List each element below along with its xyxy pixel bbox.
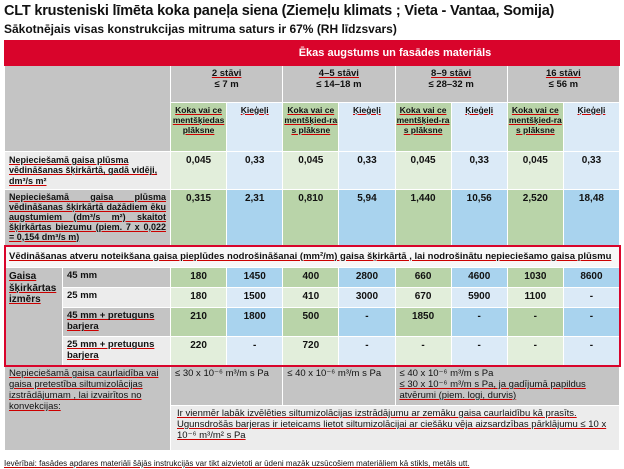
value-cell: 5,94 xyxy=(339,190,395,246)
value-cell: 0,33 xyxy=(339,152,395,190)
value-cell: 0,045 xyxy=(395,152,451,190)
permeability-value: ≤ 40 x 10⁻⁶ m³/m s Pa ≤ 30 x 10⁻⁶ m³/m s Pa, ja gadījumā papildus atvērumi (piem. logi, durvis) xyxy=(395,366,620,406)
value-cell: 670 xyxy=(395,288,451,308)
height-header: 4–5 stāvi ≤ 14–18 m xyxy=(283,66,395,103)
permeability-note: Ir vienmēr labāk izvēlēties siltumizolācijas izstrādājumu ar zemāku gaisa caurlaidību kā prasīts. Ugunsdrošās barjeras ir ieteicams lietot siltumizolācijai ar ciešāku vēja aizsardzības pārklājumu ≤ 10 x 10⁻⁶ m³/m² s Pa xyxy=(171,405,620,450)
height-header: 2 stāvi ≤ 7 m xyxy=(171,66,283,103)
value-cell: 1500 xyxy=(227,288,283,308)
value-cell: 410 xyxy=(283,288,339,308)
value-cell: - xyxy=(339,337,395,366)
value-cell: 180 xyxy=(171,288,227,308)
material-header: Koka vai cementšķied-ras plāksne xyxy=(507,103,563,152)
value-cell: 180 xyxy=(171,268,227,288)
value-cell: 0,045 xyxy=(283,152,339,190)
value-cell: 2,520 xyxy=(507,190,563,246)
value-cell: 1450 xyxy=(227,268,283,288)
row-label: 45 mm xyxy=(63,268,171,288)
value-cell: - xyxy=(339,308,395,337)
row-label: 45 mm + pretuguns barjera xyxy=(63,308,171,337)
permeability-label: Nepieciešamā gaisa caurlaidība vai gaisa pretestība siltumizolācijas izstrādājumam , lai izvairītos no konvekcijas: xyxy=(5,366,171,451)
material-header: Ķieģeļi xyxy=(227,103,283,152)
ventilation-table xyxy=(4,40,620,451)
content xyxy=(4,40,620,469)
value-cell: 1850 xyxy=(395,308,451,337)
permeability-value: ≤ 40 x 10⁻⁶ m³/m s Pa xyxy=(283,366,395,406)
height-header: 16 stāvi ≤ 56 m xyxy=(507,66,619,103)
row-label: Nepieciešamā gaisa plūsma vēdināšanas šķirkārtā, gadā vidēji, dm³/s m² xyxy=(5,152,171,190)
value-cell: - xyxy=(227,337,283,366)
value-cell: 660 xyxy=(395,268,451,288)
value-cell: 210 xyxy=(171,308,227,337)
value-cell: 720 xyxy=(283,337,339,366)
value-cell: 2800 xyxy=(339,268,395,288)
value-cell: 18,48 xyxy=(563,190,619,246)
value-cell: 1030 xyxy=(507,268,563,288)
value-cell: 0,045 xyxy=(171,152,227,190)
value-cell: 4600 xyxy=(451,268,507,288)
material-header: Ķieģeļi xyxy=(339,103,395,152)
value-cell: 0,33 xyxy=(563,152,619,190)
row-label: Nepieciešamā gaisa plūsma vēdināšanas šķirkārtā dažādiem ēku augstumiem (dm³/s m²) skaitot šķirkārtas biezumu (piem. 7 x 0,022 = 0,154 dm³/s m) xyxy=(5,190,171,246)
value-cell: 0,810 xyxy=(283,190,339,246)
value-cell: 2,31 xyxy=(227,190,283,246)
value-cell: 1100 xyxy=(507,288,563,308)
row-label: 25 mm xyxy=(63,288,171,308)
value-cell: - xyxy=(563,288,619,308)
value-cell: - xyxy=(451,308,507,337)
value-cell: 1,440 xyxy=(395,190,451,246)
openings-banner: Vēdināšanas atveru noteikšana gaisa pieplūdes nodrošināšanai (mm²/m) gaisa šķirkārtā , lai nodrošinātu nepieciešamo gaisa plūsmu xyxy=(5,246,620,268)
material-header: Ķieģeļi xyxy=(563,103,619,152)
value-cell: 0,045 xyxy=(507,152,563,190)
value-cell: 5900 xyxy=(451,288,507,308)
value-cell: 0,315 xyxy=(171,190,227,246)
value-cell: 500 xyxy=(283,308,339,337)
page-title: CLT krusteniski līmēta koka paneļa siena (Ziemeļu klimats ; Vieta - Vantaa, Somija) xyxy=(4,3,555,19)
value-cell: 1800 xyxy=(227,308,283,337)
value-cell: 0,33 xyxy=(451,152,507,190)
material-header: Koka vai cementšķied-ras plāksne xyxy=(283,103,339,152)
material-header: Koka vai cementšķied-ras plāksne xyxy=(395,103,451,152)
value-cell: - xyxy=(451,337,507,366)
material-header: Ķieģeļi xyxy=(451,103,507,152)
value-cell: 10,56 xyxy=(451,190,507,246)
material-header: Koka vai cementšķiedas plāksne xyxy=(171,103,227,152)
footnote: Ievērībai: fasādes apdares materiāli šājās instrukcijās var tikt aizvietoti ar ūdeni mazāk uzsūcošiem materiāliem kā stikls, metāls utt. xyxy=(4,458,470,468)
height-header: 8–9 stāvi ≤ 28–32 m xyxy=(395,66,507,103)
page-subtitle: Sākotnējais visas konstrukcijas mitruma saturs ir 67% (RH līdzsvars) xyxy=(4,22,397,36)
value-cell: - xyxy=(563,308,619,337)
row-label: 25 mm + pretuguns barjera xyxy=(63,337,171,366)
table-header: Ēkas augstums un fasādes materiāls xyxy=(171,41,620,66)
value-cell: - xyxy=(507,308,563,337)
permeability-value: ≤ 30 x 10⁻⁶ m³/m s Pa xyxy=(171,366,283,406)
value-cell: 400 xyxy=(283,268,339,288)
value-cell: 220 xyxy=(171,337,227,366)
value-cell: 3000 xyxy=(339,288,395,308)
group-label: Gaisa šķirkārtas izmērs xyxy=(5,268,63,366)
value-cell: 8600 xyxy=(563,268,619,288)
value-cell: - xyxy=(507,337,563,366)
value-cell: 0,33 xyxy=(227,152,283,190)
value-cell: - xyxy=(563,337,619,366)
value-cell: - xyxy=(395,337,451,366)
